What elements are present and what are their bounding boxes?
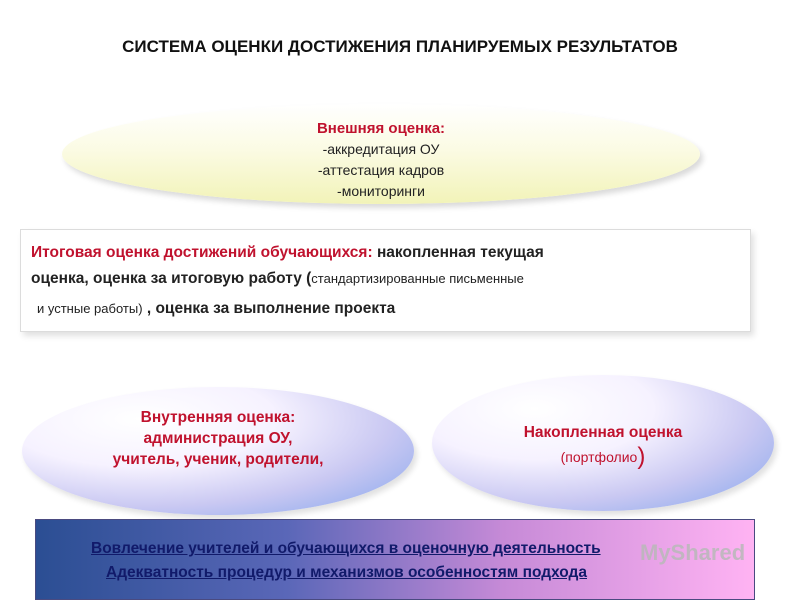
page-title: СИСТЕМА ОЦЕНКИ ДОСТИЖЕНИЯ ПЛАНИРУЕМЫХ РЕЗУЛЬТАТОВ xyxy=(122,37,678,56)
accumulated-subtitle: (портфолио xyxy=(560,449,638,465)
final-line2-small: стандартизированные письменные xyxy=(311,271,524,286)
final-line3-small: и устные работы) xyxy=(37,301,143,316)
final-assessment-heading: Итоговая оценка достижений обучающихся: xyxy=(31,244,373,261)
accumulated-paren: ) xyxy=(637,443,646,470)
bottom-line-2: Адекватность процедур и механизмов особенностям подхода xyxy=(106,564,587,581)
external-assessment-ellipse xyxy=(62,104,700,204)
internal-assessment-ellipse xyxy=(22,387,414,515)
external-assessment-heading: Внешняя оценка: xyxy=(316,120,446,137)
final-line3-bold: выполнение проекта xyxy=(233,300,396,317)
accumulated-heading: Накопленная оценка xyxy=(523,424,683,441)
internal-line: Внутренняя оценка: xyxy=(140,409,296,426)
final-assessment-box xyxy=(20,229,751,332)
final-line2-bold: итоговую работу ( xyxy=(171,270,312,287)
external-item: -аттестация кадров xyxy=(317,162,445,178)
final-line3-text: , оценка за xyxy=(142,300,234,317)
final-line2-text: оценка, оценка за xyxy=(31,270,172,287)
bottom-line-1: Вовлечение учителей и обучающихся в оценочную деятельность xyxy=(91,540,601,557)
external-item: -аккредитация ОУ xyxy=(322,141,440,157)
final-line1-text: накопленная текущая xyxy=(372,244,544,261)
watermark-logo: MyShared xyxy=(640,540,746,565)
internal-line: администрация ОУ, xyxy=(143,430,293,447)
external-item: -мониторинги xyxy=(337,183,425,199)
accumulated-assessment-ellipse xyxy=(432,375,774,511)
internal-line: учитель, ученик, родители, xyxy=(112,451,324,468)
